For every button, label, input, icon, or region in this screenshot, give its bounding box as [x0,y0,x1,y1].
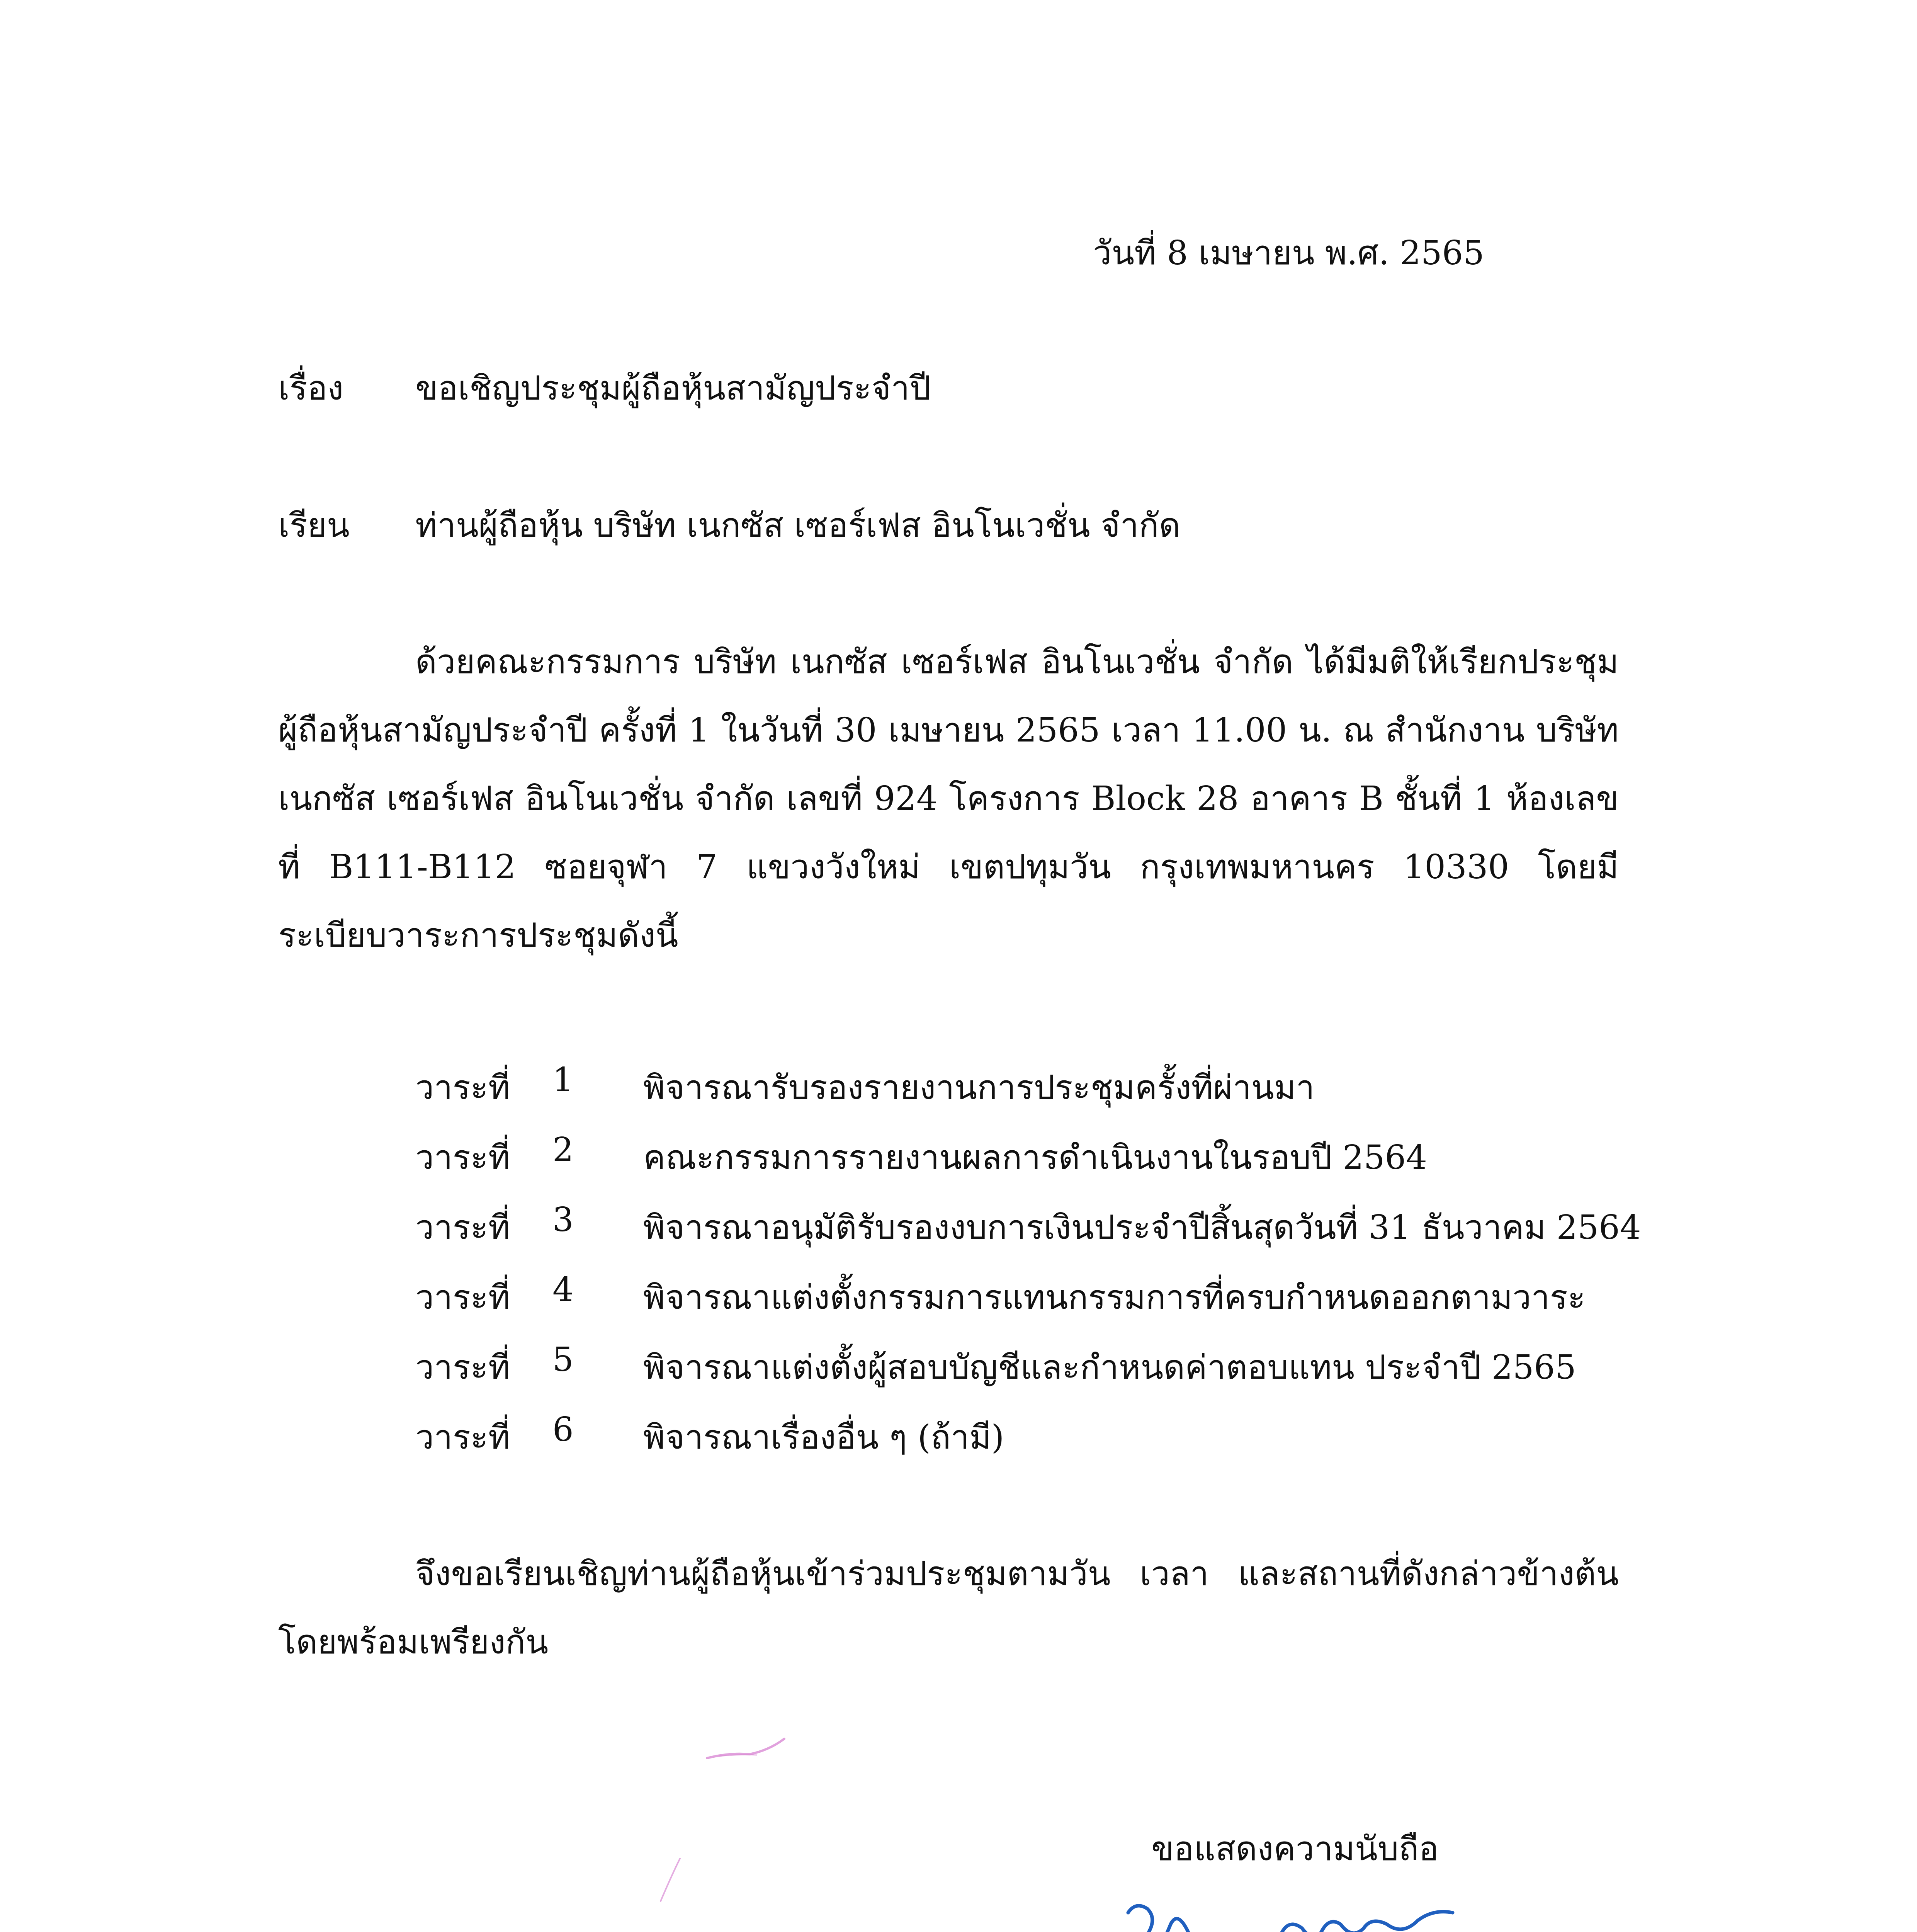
agenda-number: 3 [552,1201,574,1239]
agenda-item [415,1201,1652,1270]
letter-date: วันที่ 8 เมษายน พ.ศ. 2565 [1093,234,1484,272]
agenda-label: วาระที่ [415,1208,510,1247]
agenda-item [415,1131,1652,1201]
agenda-text: พิจารณาเรื่องอื่น ๆ (ถ้ามี) [643,1418,1004,1457]
agenda-text: พิจารณาอนุมัติรับรองงบการเงินประจำปีสิ้นสุดวันที่ 31 ธันวาคม 2564 [643,1208,1641,1247]
recipient-text: ท่านผู้ถือหุ้น บริษัท เนกซัส เซอร์เฟส อินโนเวชั่น จำกัด [415,506,1181,545]
agenda-text: พิจารณาแต่งตั้งกรรมการแทนกรรมการที่ครบกำหนดออกตามวาระ [643,1278,1586,1317]
agenda-label: วาระที่ [415,1278,510,1317]
ink-smudge [653,1855,688,1905]
recipient-label: เรียน [278,506,350,545]
agenda-number: 5 [552,1340,574,1379]
intro-paragraph-text: ด้วยคณะกรรมการ บริษัท เนกซัส เซอร์เฟส อินโนเวชั่น จำกัด ได้มีมติให้เรียกประชุมผู้ถือหุ้นสามัญประจำปี ครั้งที่ 1 ในวันที่ 30 เมษายน 2565 เวลา 11.00 น. ณ สำนักงาน บริษัท เนกซัส เซอร์เฟส อินโนเวชั่น จำกัด เลขที่ 924 โครงการ Block 28 อาคาร B ชั้นที่ 1 ห้องเลขที่ B111-B112 ซอยจุฬา 7 แขวงวังใหม่ เขตปทุมวัน กรุงเทพมหานคร 10330 โดยมีระเบียบวาระการประชุมดังนี้ [278,643,1619,955]
subject-label: เรื่อง [278,369,344,408]
agenda-item [415,1340,1652,1410]
agenda-text: คณะกรรมการรายงานผลการดำเนินงานในรอบปี 2564 [643,1138,1427,1177]
intro-paragraph [278,628,1619,970]
agenda-text: พิจารณาแต่งตั้งผู้สอบบัญชีและกำหนดค่าตอบแทน ประจำปี 2565 [643,1348,1576,1387]
closing-text: ขอแสดงความนับถือ [1151,1830,1439,1868]
handwritten-signature [1120,1886,1460,1932]
agenda-label: วาระที่ [415,1068,510,1107]
agenda-label: วาระที่ [415,1348,510,1387]
agenda-item [415,1410,1652,1480]
agenda-number: 6 [552,1410,574,1449]
agenda-number: 4 [552,1270,574,1309]
agenda-number: 2 [552,1131,574,1169]
agenda-item [415,1061,1652,1131]
agenda-text: พิจารณารับรองรายงานการประชุมครั้งที่ผ่านมา [643,1068,1315,1107]
ink-smudge [703,1735,788,1766]
invitation-paragraph [278,1540,1619,1677]
agenda-list [415,1061,1652,1480]
agenda-number: 1 [552,1061,574,1099]
invitation-paragraph-text: จึงขอเรียนเชิญท่านผู้ถือหุ้นเข้าร่วมประชุมตามวัน เวลา และสถานที่ดังกล่าวข้างต้น โดยพร้อมเพรียงกัน [278,1554,1619,1662]
agenda-item [415,1270,1652,1340]
agenda-label: วาระที่ [415,1418,510,1457]
agenda-label: วาระที่ [415,1138,510,1177]
subject-text: ขอเชิญประชุมผู้ถือหุ้นสามัญประจำปี [415,369,931,408]
